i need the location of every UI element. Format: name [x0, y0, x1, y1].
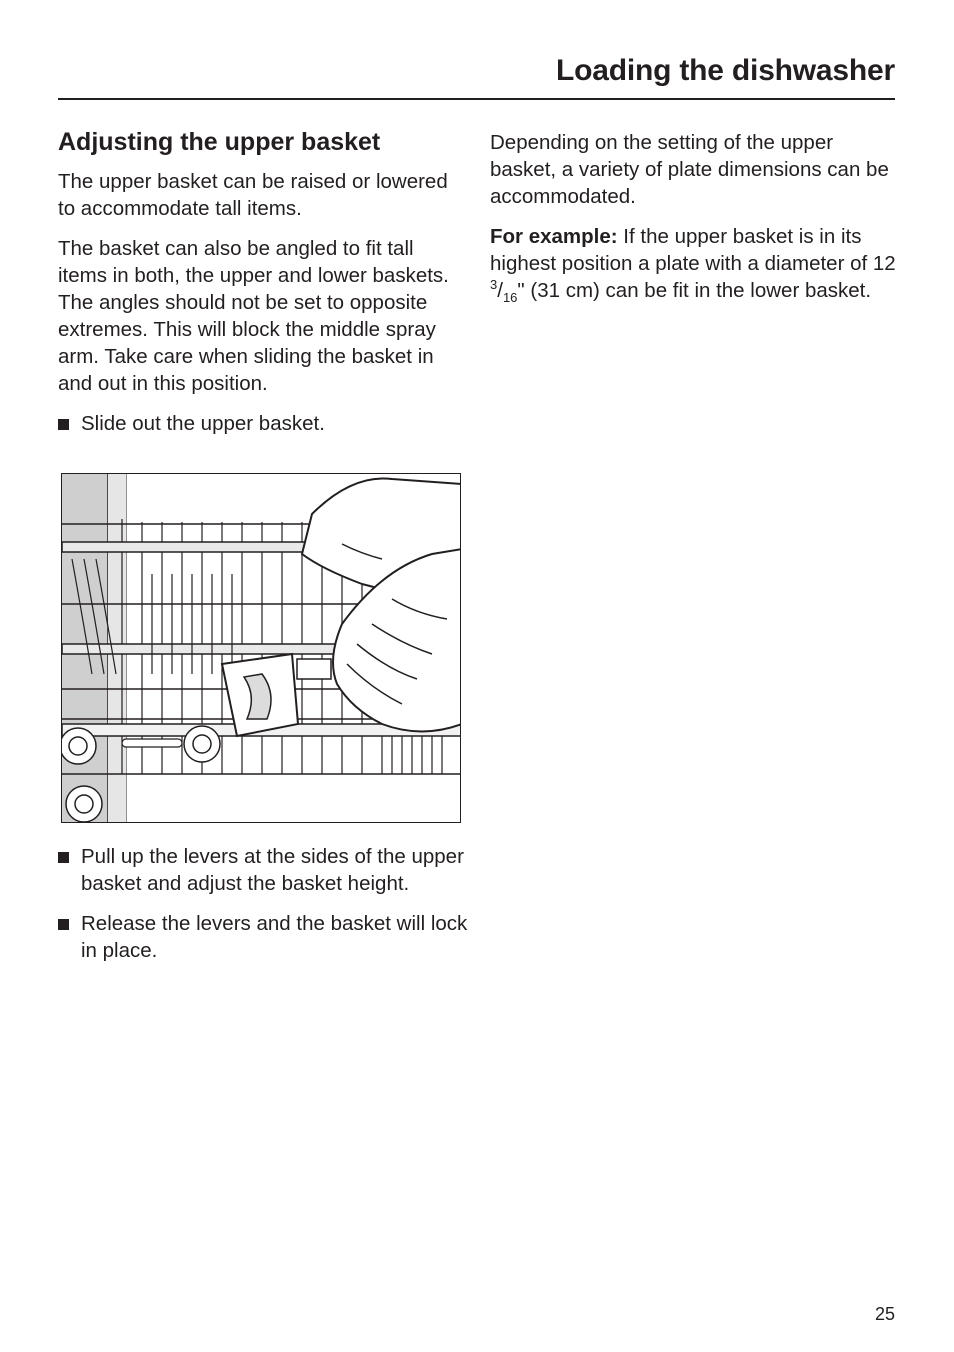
page-number: 25: [874, 1304, 895, 1324]
paragraph-example: [490, 223, 900, 304]
paragraph-plate-dimensions: Depending on the setting of the upper basket, a variety of plate dimensions can be accommodated.: [490, 131, 889, 208]
bullet-text: Slide out the upper basket.: [81, 412, 325, 435]
paragraph-raise-lower: The upper basket can be raised or lowered to accommodate tall items.: [58, 170, 448, 220]
example-text-1: If the upper basket is in its highest position a plate with a diameter of 12: [490, 225, 896, 275]
bullet-slide-out: [58, 410, 468, 437]
header-rule: [58, 98, 895, 100]
bullet-release-levers: [58, 910, 468, 964]
basket-lever-icon: [62, 474, 461, 823]
example-label: For example:: [490, 225, 618, 248]
instruction-bullets: [58, 843, 468, 977]
bullet-text: Pull up the levers at the sides of the upper basket and adjust the basket height.: [81, 845, 464, 895]
bullet-text: Release the levers and the basket will lock in place.: [81, 912, 468, 962]
right-column: [490, 129, 900, 317]
left-column: [58, 126, 468, 450]
paragraph-angle: The basket can also be angled to fit tall items in both, the upper and lower baskets. The angles should not be set to opposite extremes. This will block the middle spray arm. Take care when sliding the basket in and out in this position.: [58, 237, 449, 395]
basket-lever-illustration: [61, 473, 461, 823]
page-title: Loading the dishwasher: [556, 54, 895, 87]
fraction-numerator: 3: [490, 277, 498, 293]
bullet-square-icon: [58, 852, 69, 863]
fraction-denominator: 16: [502, 290, 518, 306]
bullet-pull-levers: [58, 843, 468, 897]
fraction-slash: /: [497, 279, 503, 302]
bullet-square-icon: [58, 419, 69, 430]
section-title: Adjusting the upper basket: [58, 128, 381, 156]
bullet-square-icon: [58, 919, 69, 930]
example-text-2: " (31 cm) can be fit in the lower basket.: [517, 279, 872, 302]
